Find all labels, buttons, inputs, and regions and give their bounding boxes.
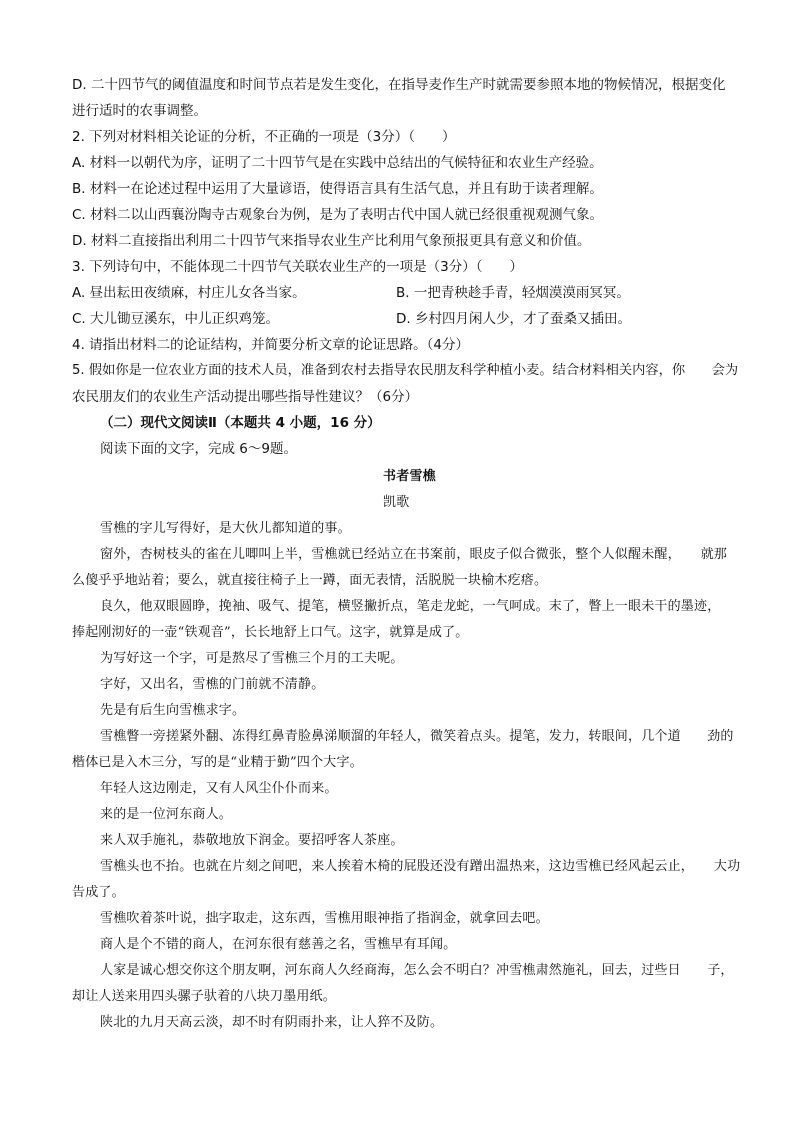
story-paragraph: 窗外，杏树枝头的雀在儿唧叫上半，雪樵就已经站立在书案前，眼皮子似合微张，整个人似醒未醒， 就那 bbox=[100, 547, 728, 562]
story-title: 书者雪樵 bbox=[383, 469, 436, 484]
section-heading: （二）现代文阅读Ⅱ（本题共 4 小题，16 分） bbox=[100, 415, 381, 431]
question-3-option-d: D. 乡村四月闲人少，才了蚕桑又插田。 bbox=[396, 311, 631, 327]
question-5: 5. 假如你是一位农业方面的技术人员，准备到农村去指导农民朋友科学种植小麦。结合材料相关内容，你 会为 bbox=[72, 363, 739, 378]
story-paragraph: 雪樵的字儿写得好，是大伙儿都知道的事。 bbox=[100, 521, 351, 536]
story-paragraph: 年轻人这边刚走，又有人风尘仆仆而来。 bbox=[100, 781, 338, 796]
story-paragraph: 人家是诚心想交你这个朋友啊，河东商人久经商海，怎么会不明白？冲雪樵肃然施礼，回去，过些日 子， bbox=[100, 963, 734, 978]
option-d-line: D. 二十四节气的阈值温度和时间节点若是发生变化，在指导麦作生产时就需要参照本地的物候情况，根据变化 bbox=[72, 77, 726, 93]
question-2: 2. 下列对材料相关论证的分析，不正确的一项是（3分）（ ） bbox=[72, 129, 456, 145]
question-3-option-a: A. 昼出耘田夜绩麻，村庄儿女各当家。 bbox=[72, 285, 306, 301]
story-paragraph: 来人双手施礼，恭敬地放下润金。要招呼客人茶座。 bbox=[100, 833, 404, 848]
story-paragraph-continuation: 捧起刚沏好的一壶“铁观音”，长长地舒上口气。这字，就算是成了。 bbox=[72, 625, 469, 640]
story-paragraph: 字好，又出名，雪樵的门前就不清静。 bbox=[100, 677, 325, 692]
question-2-option-d: D. 材料二直接指出利用二十四节气来指导农业生产比利用气象预报更具有意义和价值。 bbox=[72, 233, 591, 249]
story-paragraph: 雪樵吹着茶叶说，拙字取走，这东西，雪樵用眼神指了指润金，就拿回去吧。 bbox=[100, 911, 549, 926]
story-author: 凯歌 bbox=[383, 495, 410, 510]
question-2-option-c: C. 材料二以山西襄汾陶寺古观象台为例，是为了表明古代中国人就已经很重视观测气象。 bbox=[72, 207, 604, 223]
story-paragraph: 为写好这一个字，可是熬尽了雪樵三个月的工夫呢。 bbox=[100, 651, 404, 666]
story-paragraph-continuation: 却让人送来用四头骡子驮着的八块刀墨用纸。 bbox=[72, 989, 337, 1004]
reading-instruction: 阅读下面的文字，完成 6～9题。 bbox=[100, 441, 297, 457]
story-paragraph-continuation: 楷体已是入木三分，写的是“业精于勤”四个大字。 bbox=[72, 755, 363, 770]
question-3-option-c: C. 大儿锄豆溪东，中儿正织鸡笼。 bbox=[72, 311, 280, 327]
question-3-option-b: B. 一把青秧趁手青，轻烟漠漠雨冥冥。 bbox=[396, 285, 630, 301]
story-paragraph-continuation: 告成了。 bbox=[72, 885, 125, 900]
story-paragraph: 雪樵头也不抬。也就在片刻之间吧，来人挨着木椅的屁股还没有蹭出温热来，这边雪樵已经风起云止， 大功 bbox=[100, 859, 741, 874]
question-4: 4. 请指出材料二的论证结构，并简要分析文章的论证思路。（4分） bbox=[72, 337, 470, 353]
story-paragraph: 来的是一位河东商人。 bbox=[100, 807, 233, 822]
question-5-continuation: 农民朋友们的农业生产活动提出哪些指导性建议？（6分） bbox=[72, 389, 419, 405]
option-d-continuation: 进行适时的农事调整。 bbox=[72, 103, 207, 119]
question-3: 3. 下列诗句中，不能体现二十四节气关联农业生产的一项是（3分）（ ） bbox=[72, 259, 524, 275]
story-paragraph: 陕北的九月天高云淡，却不时有阴雨扑来，让人猝不及防。 bbox=[100, 1015, 444, 1030]
story-paragraph: 雪樵瞥一旁搓紧外翻、冻得红鼻青脸鼻涕顺溜的年轻人，微笑着点头。提笔，发力，转眼间，几个道 劲的 bbox=[100, 729, 734, 744]
question-2-option-b: B. 材料一在论述过程中运用了大量谚语，使得语言具有生活气息，并且有助于读者理解。 bbox=[72, 181, 603, 197]
story-paragraph: 良久，他双眼圆睁，挽袖、吸气、提笔，横竖撇折点，笔走龙蛇，一气呵成。末了，瞥上一眼未干的墨迹， bbox=[100, 599, 721, 614]
question-2-option-a: A. 材料一以朝代为序，证明了二十四节气是在实践中总结出的气候特征和农业生产经验。 bbox=[72, 155, 603, 171]
story-paragraph-continuation: 么傻乎乎地站着；要么，就直接往椅子上一蹲，面无表情，活脱脱一块榆木疙瘩。 bbox=[72, 573, 548, 588]
story-paragraph: 商人是个不错的商人，在河东很有慈善之名，雪樵早有耳闻。 bbox=[100, 937, 457, 952]
story-paragraph: 先是有后生向雪樵求字。 bbox=[100, 703, 246, 718]
